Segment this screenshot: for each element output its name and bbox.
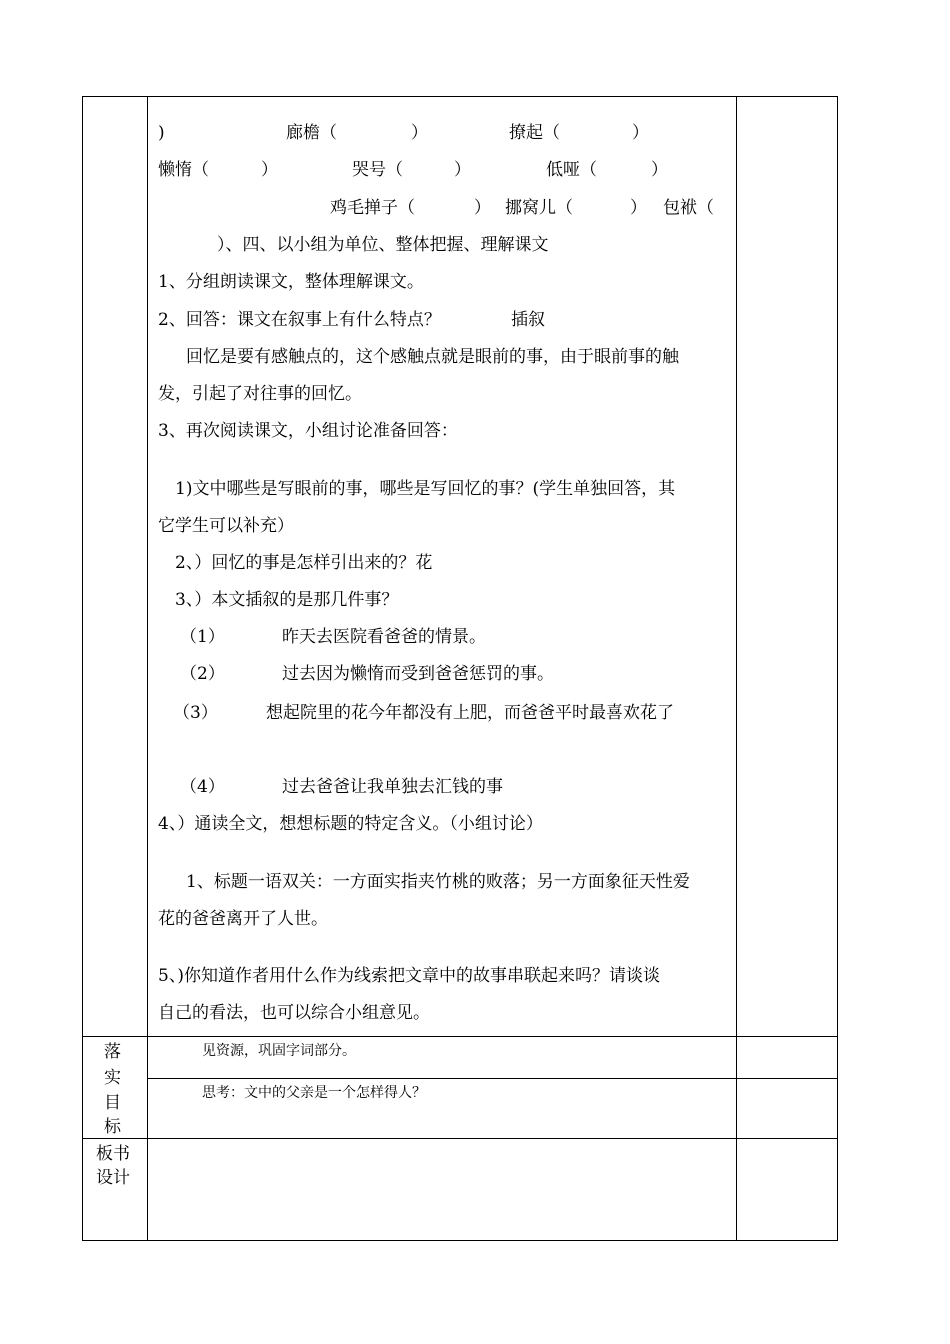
vocab-row3-word1: 鸡毛掸子（ [330,198,415,218]
vocab-row1-word1-end: ） [411,123,428,143]
answer-4-line-2: 花的爸爸离开了人世。 [158,909,328,929]
luoshi-label-char-1: 落 [104,1042,121,1062]
vocab-row1-close-paren: ) [158,123,165,143]
luoshi-label-char-3: 目 [104,1093,121,1113]
vocab-row1-word1: 廊檐（ [286,123,337,143]
item-1: 1、分组朗读课文，整体理解课文。 [158,272,424,292]
table-row-divider-1 [82,1036,838,1037]
luoshi-label-char-4: 标 [104,1117,121,1137]
vocab-row2-word2: 哭号（ [352,160,403,180]
event-3-text: 想起院里的花今年都没有上肥，而爸爸平时最喜欢花了 [266,703,674,723]
vocab-row2-word3: 低哑（ [546,160,597,180]
item-3: 3、再次阅读课文，小组讨论准备回答： [158,421,458,441]
answer-4-line-1: 1、标题一语双关：一方面实指夹竹桃的败落；另一方面象征天性爱 [186,872,690,892]
question-1-line-1: 1)文中哪些是写眼前的事，哪些是写回忆的事？(学生单独回答，其 [175,479,676,499]
item-2-question: 2、回答：课文在叙事上有什么特点？ [158,310,441,330]
event-1-number: （1） [180,627,225,647]
vocab-row1-word2-end: ） [632,123,649,143]
paragraph-line-2: 发，引起了对往事的回忆。 [158,384,362,404]
event-2-text: 过去因为懒惰而受到爸爸惩罚的事。 [282,664,554,684]
table-border-bottom [82,1240,838,1241]
vocab-row2-word1-end: ） [261,160,278,180]
question-1-line-2: 它学生可以补充） [158,516,294,536]
luoshi-label-char-2: 实 [104,1068,121,1088]
vocab-row1-word2: 撩起（ [509,123,560,143]
item-5-line-2: 自己的看法，也可以综合小组意见。 [158,1003,430,1023]
vocab-row3-word1-end: ） [474,198,491,218]
table-row-divider-2 [82,1138,838,1139]
event-1-text: 昨天去医院看爸爸的情景。 [282,627,486,647]
luoshi-task-2: 思考：文中的父亲是一个怎样得人？ [202,1085,426,1101]
section4-heading: ）、四、以小组为单位、整体把握、理解课文 [217,235,549,255]
event-4-text: 过去爸爸让我单独去汇钱的事 [282,777,503,797]
vocab-row3-word3: 包袱（ [663,198,714,218]
vocab-row2-word1: 懒惰（ [158,160,209,180]
question-3: 3、）本文插叙的是那几件事？ [175,590,399,610]
table-col-divider-2 [736,96,737,1241]
item-2-answer: 插叙 [511,310,545,330]
event-2-number: （2） [180,664,225,684]
table-border-left [82,96,83,1241]
item-4: 4、）通读全文，想想标题的特定含义。（小组讨论） [158,814,543,834]
paragraph-line-1: 回忆是要有感触点的，这个感触点就是眼前的事，由于眼前事的触 [186,347,679,367]
banshu-label-line-1: 板书 [96,1144,130,1164]
table-border-right [837,96,838,1241]
vocab-row2-word2-end: ） [454,160,471,180]
event-4-number: （4） [180,777,225,797]
table-border-top [82,96,838,97]
item-5-line-1: 5、)你知道作者用什么作为线索把文章中的故事串联起来吗？请谈谈 [158,966,660,986]
banshu-label-line-2: 设计 [96,1168,130,1188]
luoshi-task-1: 见资源，巩固字词部分。 [202,1043,356,1059]
table-row-divider-inner [147,1078,838,1079]
event-3-number: （3） [173,703,218,723]
vocab-row3-word2: 挪窝儿（ [505,198,573,218]
question-2: 2、）回忆的事是怎样引出来的？花 [175,553,433,573]
vocab-row3-word2-end: ） [630,198,647,218]
vocab-row2-word3-end: ） [651,160,668,180]
table-col-divider-1 [147,96,148,1241]
